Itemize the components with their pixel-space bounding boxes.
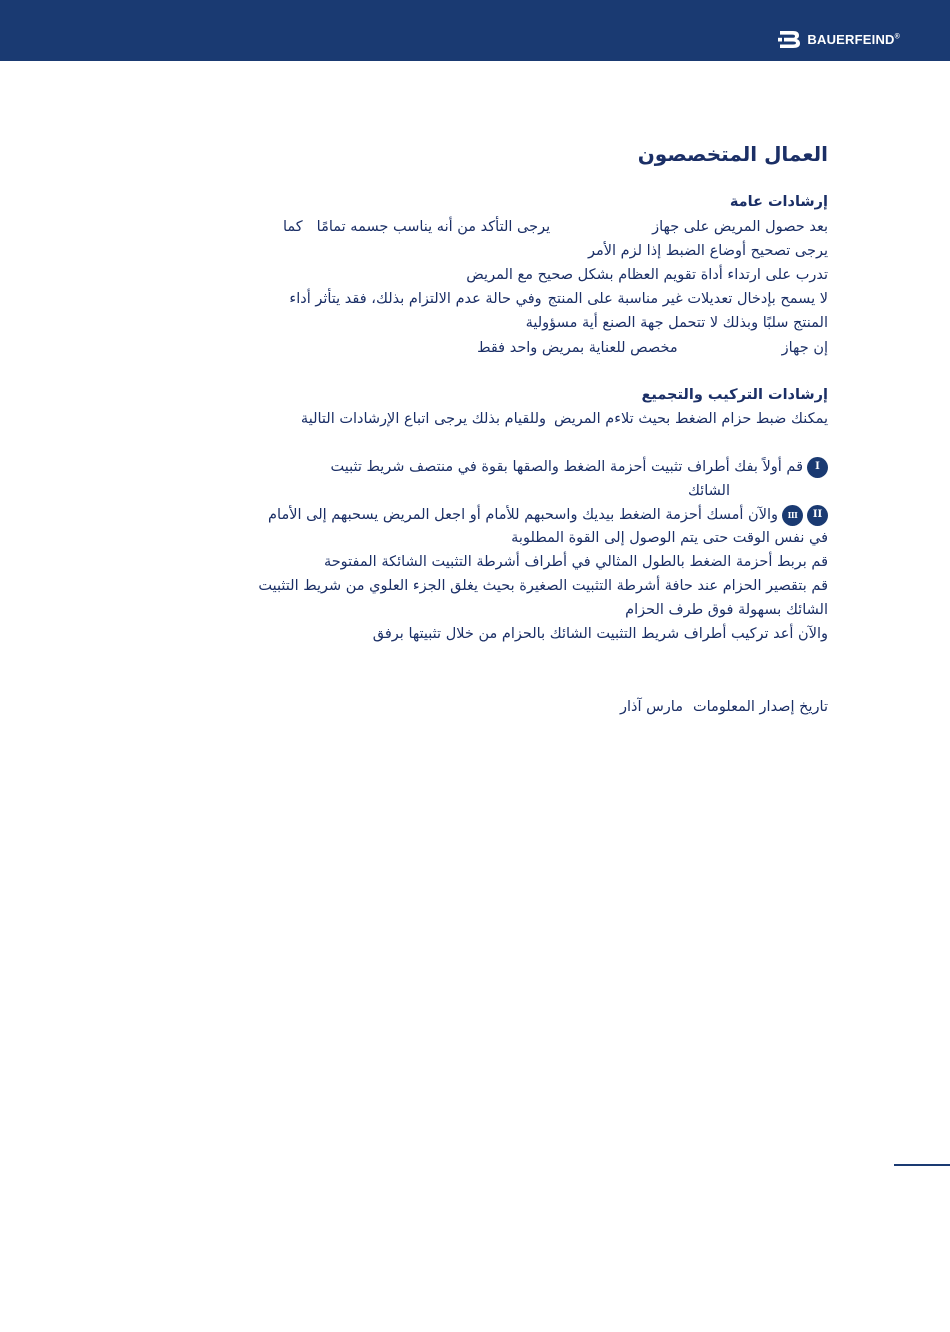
general-line-4 xyxy=(289,287,828,311)
assembly-intro xyxy=(301,407,828,431)
general-line-4a: لا يسمح بإدخال تعديلات غير مناسبة على المنتج xyxy=(547,291,828,307)
step-badge-2: II xyxy=(807,505,828,526)
header-bar xyxy=(0,0,950,61)
step-1 xyxy=(330,455,828,479)
issue-date xyxy=(620,695,828,719)
general-line-5: المنتج سلبًا وبذلك لا تتحمل جهة الصنع أية مسؤولية xyxy=(525,315,828,331)
registered-mark: ® xyxy=(894,33,900,41)
general-line-1c: كما xyxy=(282,219,303,235)
bauerfeind-b-logo-icon xyxy=(778,28,804,50)
assembly-intro-b: وللقيام بذلك يرجى اتباع الإرشادات التالية xyxy=(300,411,546,427)
step-2 xyxy=(268,503,828,527)
step-4-cont: الشائك بسهولة فوق طرف الحزام xyxy=(625,602,828,618)
issue-date-label: تاريخ إصدار المعلومات xyxy=(692,699,828,715)
brand-logo xyxy=(778,28,900,50)
page-edge-rule xyxy=(894,1164,950,1166)
general-line-4b: وفي حالة عدم الالتزام بذلك، فقد يتأثر أداء xyxy=(289,291,542,307)
general-line-1a: بعد حصول المريض على جهاز xyxy=(652,219,828,235)
page-title: العمال المتخصصون xyxy=(637,142,828,166)
step-5: والآن أعد تركيب أطراف شريط التثبيت الشائك بالحزام من خلال تثبيتها برفق xyxy=(372,626,828,642)
step-4: قم بتقصير الحزام عند حافة أشرطة التثبيت الصغيرة بحيث يغلق الجزء العلوي من شريط التثبيت xyxy=(258,578,828,594)
step-1-cont: الشائك xyxy=(687,483,730,499)
general-line-3: تدرب على ارتداء أداة تقويم العظام بشكل صحيح مع المريض xyxy=(466,267,828,283)
general-line-1 xyxy=(283,215,828,239)
step-2-cont: في نفس الوقت حتى يتم الوصول إلى القوة المطلوبة xyxy=(511,530,828,546)
issue-date-value: مارس آذار xyxy=(619,699,683,715)
general-line-6b: مخصص للعناية بمريض واحد فقط xyxy=(477,340,678,356)
general-line-1b: يرجى التأكد من أنه يناسب جسمه تمامًا xyxy=(316,219,551,235)
step-3: قم بربط أحزمة الضغط بالطول المثالي في أطراف أشرطة التثبيت الشائكة المفتوحة xyxy=(323,554,828,570)
assembly-heading: إرشادات التركيب والتجميع xyxy=(641,387,828,403)
step-badge-1: I xyxy=(807,457,828,478)
general-line-6a: إن جهاز xyxy=(781,340,828,356)
general-heading: إرشادات عامة xyxy=(729,194,828,210)
step-badge-3: III xyxy=(782,505,803,526)
general-line-2: يرجى تصحيح أوضاع الضبط إذا لزم الأمر xyxy=(588,243,828,259)
brand-name: BAUERFEIND® xyxy=(807,31,900,47)
assembly-intro-a: يمكنك ضبط حزام الضغط بحيث تلاءم المريض xyxy=(554,411,828,427)
step-2-text: والآن أمسك أحزمة الضغط بيديك واسحبهم للأمام أو اجعل المريض يسحبهم إلى الأمام xyxy=(268,507,778,523)
step-1-text: قم أولاً بفك أطراف تثبيت أحزمة الضغط والصقها بقوة في منتصف شريط تثبيت xyxy=(330,459,803,475)
general-line-6 xyxy=(477,336,828,360)
